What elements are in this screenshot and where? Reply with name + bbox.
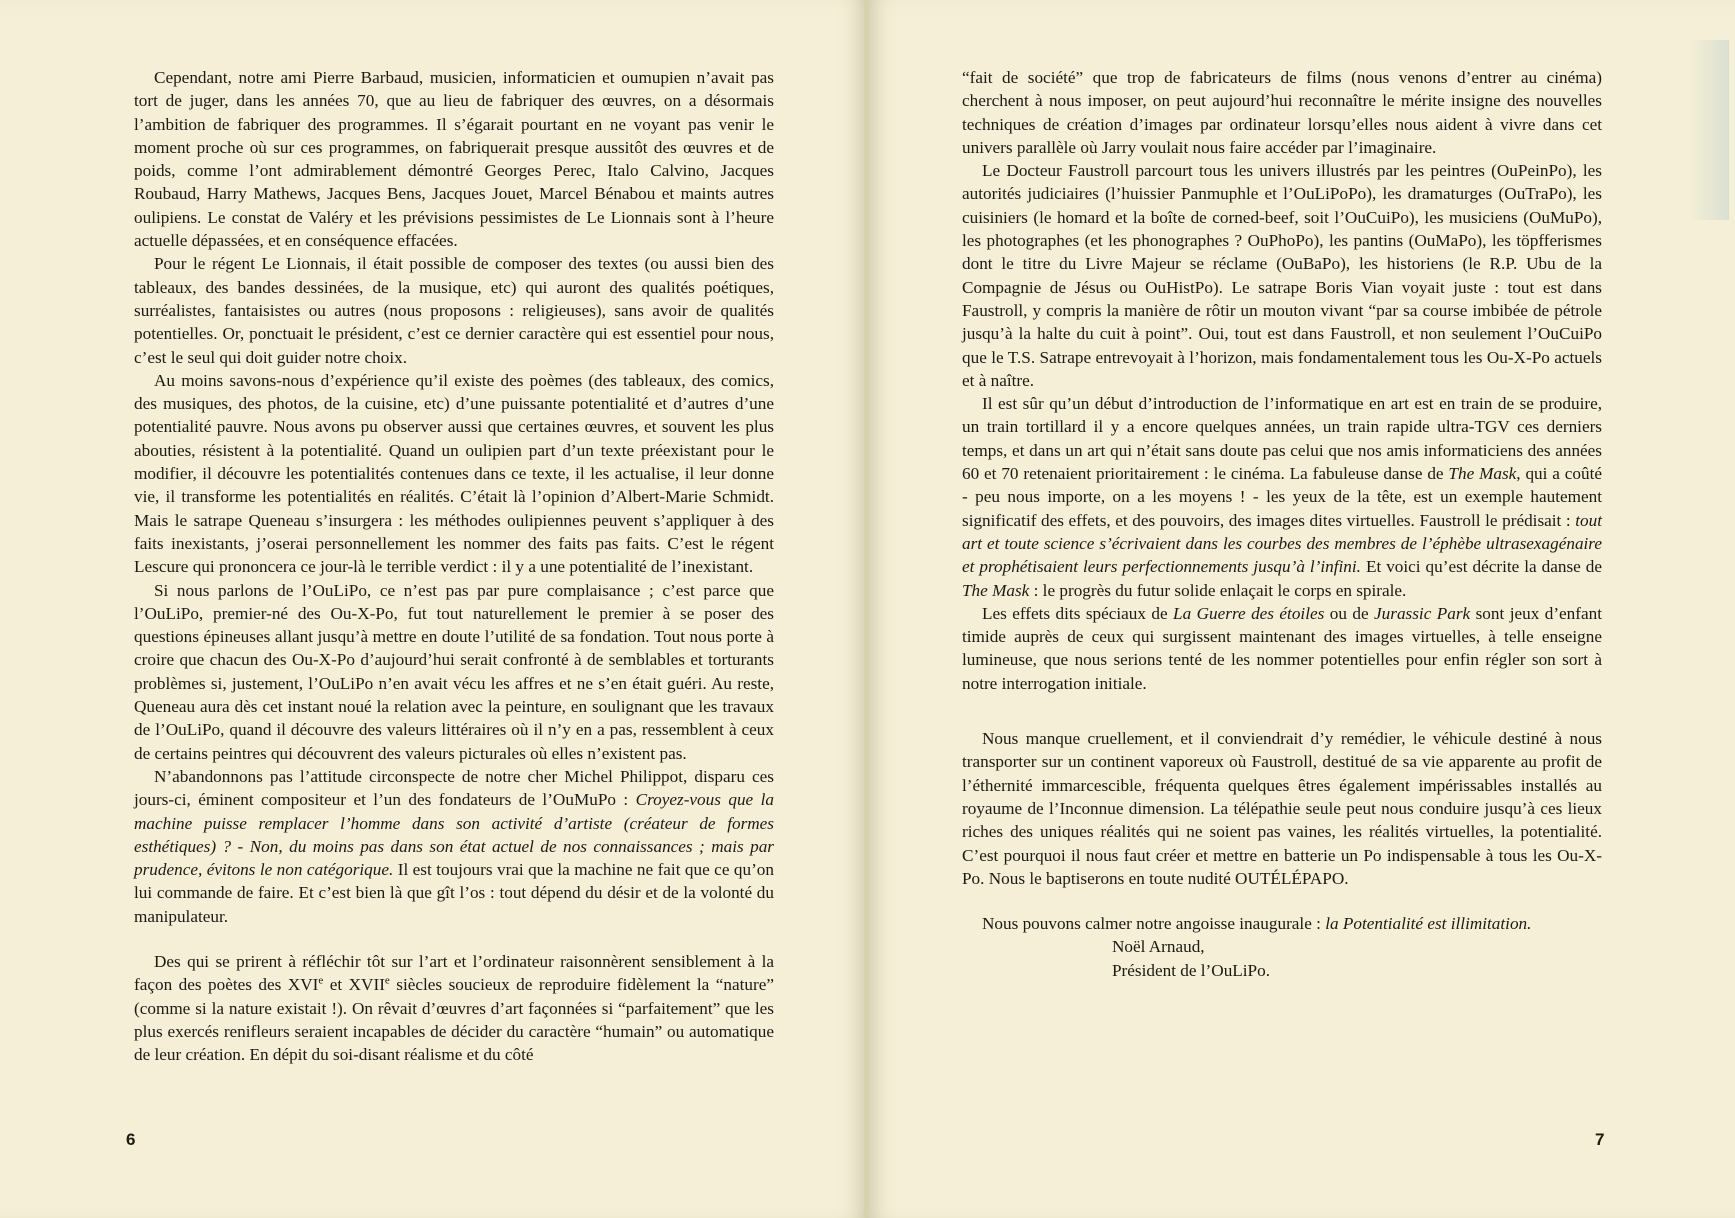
right-text-column [962,66,1602,982]
left-page [0,0,866,1218]
signature-title: Président de l’OuLiPo. [1112,960,1271,980]
left-text-column [134,66,774,1066]
paragraph: N’abandonnons pas l’attitude circonspecte de notre cher Michel Philippot, disparu ces jours-ci, éminent compositeur et l’un des fondateurs de l’OuMuPo : Croyez-vous que la machine puisse remplacer l’homme dans son activité d’artiste (créateur de formes esthétiques) ? - Non, du moins pas dans son état actuel de nos connaissances ; mais par prudence, évitons le non catégorique. Il est toujours vrai que la machine ne fait que ce qu’on lui commande de faire. Et c’est bien là que gît l’os : tout dépend du désir et de la volonté du manipulateur. [134,766,774,926]
paragraph: Au moins savons-nous d’expérience qu’il existe des poèmes (des tableaux, des comics, des musiques, des photos, de la cuisine, etc) d’une puissante potentialité et d’autres d’une potentialité pauvre. Nous avons pu observer aussi que certaines œuvres, et souvent les plus abouties, résistent à la potentialité. Quand un oulipien part d’un texte préexistant pour le modifier, il découvre les potentialités contenues dans ce texte, il les actualise, il leur donne vie, il transforme les potentialités en réalités. C’était là l’opinion d’Albert-Marie Schmidt. Mais le satrape Queneau s’insurgera : les méthodes oulipiennes peuvent s’appliquer à des faits inexistants, j’oserai personnellement les nommer des faits pas faits. C’est le régent Lescure qui prononcera ce jour-là le terrible verdict : il y a une potentialité de l’inexistant. [134,370,774,577]
paragraph: “fait de société” que trop de fabricateurs de films (nous venons d’entrer au cinéma) cherchent à nous imposer, on peut aujourd’hui reconnaître le mérite insigne des nouvelles techniques de création d’images par ordinateur lorsqu’elles nous aident à vivre dans cet univers parallèle où Jarry voulait nous faire accéder par l’imaginaire. [962,68,1602,157]
paragraph: Les effets dits spéciaux de La Guerre des étoiles ou de Jurassic Park sont jeux d’enfant timide auprès de ceux qui surgissent maintenant des images virtuelles, à telle enseigne lumineuse, que nous serions tenté de les nommer potentielles pour enfin régler son sort à notre interrogation initiale. [962,603,1602,693]
right-page [868,0,1735,1218]
paragraph: Nous pouvons calmer notre angoisse inaugurale : la Potentialité est illimitation. [982,914,1532,934]
page-number: 7 [1595,1130,1605,1149]
paragraph: Le Docteur Faustroll parcourt tous les univers illustrés par les peintres (OuPeinPo), les autorités judiciaires (l’huissier Panmuphle et l’OuLiPoPo), les dramaturges (OuTraPo), les cuisiniers (le homard et la boîte de corned-beef, soit l’OuCuiPo), les musiciens (OuMuPo), les photographes (et les phonographes ? OuPhoPo), les pantins (OuMaPo), les töpfferismes dont le titre du Livre Majeur se réclame (OuBaPo), les historiens (le R.P. Ubu de la Compagnie de Jésus ou OuHistPo). Le satrape Boris Vian voyait juste : tout est dans Faustroll, y compris la manière de rôtir un mouton vivant “par sa course imbibée de pétrole jusqu’à la halte du cuit à point”. Oui, tout est dans Faustroll, et non seulement l’OuCuiPo que le T.S. Satrape entrevoyait à l’horizon, mais fondamentalement tous les Ou-X-Po actuels et à naître. [962,161,1602,390]
quote-italic: tout art et toute science s’écrivaient dans les courbes des membres de l’éphèbe ultrasexagénaire et prophétisaient leurs perfectionnements jusqu’à l’infini. [962,510,1602,577]
paragraph: Si nous parlons de l’OuLiPo, ce n’est pas par pure complaisance ; c’est parce que l’OuLiPo, premier-né des Ou-X-Po, fut tout naturellement le premier à se poser des questions épineuses allant jusqu’à mettre en doute l’utilité de sa fondation. Tout nous porte à croire que chacun des Ou-X-Po d’aujourd’hui serait confronté à de semblables et torturants problèmes si, justement, l’OuLiPo n’en avait vécu les affres et ne s’en était guéri. Au reste, Queneau aura dès cet instant noué la relation avec la peinture, en soulignant que les travaux de l’OuLiPo, quand il découvre des valeurs littéraires où il n’y en a pas, ressemblent à ceux de certains peintres qui découvrent des valeurs picturales où elles n’existent pas. [134,580,774,763]
signature-name: Noël Arnaud, [1112,937,1205,957]
signature [962,935,1602,982]
bleed-through-mark [1689,40,1729,220]
paragraph: Il est sûr qu’un début d’introduction de l’informatique en art est en train de se produire, un train tortillard il y a encore quelques années, un train rapide ultra-TGV ces derniers temps, et dans un art qui n’était sans doute pas celui que nos amis informaticiens des années 60 et 70 retenaient prioritairement : le cinéma. La fabuleuse danse de The Mask, qui a coûté - peu nous importe, on a les moyens ! - les yeux de la tête, est un exemple hautement significatif des effets, et des pouvoirs, des images dites virtuelles. Faustroll le prédisait : tout art et toute science s’écrivaient dans les courbes des membres de l’éphèbe ultrasexagénaire et prophétisaient leurs perfectionnements jusqu’à l’infini. Et voici qu’est décrite la danse de The Mask : le progrès du futur solide enlaçait le corps en spirale. [962,394,1602,600]
page-number: 6 [126,1130,136,1149]
paragraph: Nous manque cruellement, et il conviendrait d’y remédier, le véhicule destiné à nous transporter sur un continent vaporeux où Faustroll, destitué de sa vie apparente au profit de l’éthernité immarcescible, fréquenta quelques êtres également impérissables installés au royaume de l’Inconnue dimension. La télépathie seule peut nous conduire jusqu’à ces lieux riches des uniques réalités qui ne soient pas vaines, les réalités virtuelles, la potentialité. C’est pourquoi il nous faut créer et mettre en batterie un Po indispensable à tous les Ou-X-Po. Nous le baptiserons en toute nudité OUTÉLÉPAPO. [962,729,1602,888]
paragraph: Cependant, notre ami Pierre Barbaud, musicien, informaticien et oumupien n’avait pas tort de juger, dans les années 70, que au lieu de fabriquer des œuvres, on a désormais l’ambition de fabriquer des programmes. Il s’égarait pourtant en ne voyant pas venir le moment proche où sur ces programmes, on fabriquerait presque aussitôt des œuvres et de poids, comme l’ont admirablement démontré Georges Perec, Italo Calvino, Jacques Roubaud, Harry Mathews, Jacques Bens, Jacques Jouet, Marcel Bénabou et maints autres oulipiens. Le constat de Valéry et les prévisions pessimistes de Le Lionnais sont à l’heure actuelle dépassées, et en conséquence effacées. [134,68,774,251]
quote-italic: Croyez-vous que la machine puisse remplacer l’homme dans son activité d’artiste (créateur de formes esthétiques) ? - Non, du moins pas dans son état actuel de nos connaissances ; mais par prudence, évitons le non catégorique. [134,790,774,880]
paragraph: Pour le régent Le Lionnais, il était possible de composer des textes (ou aussi bien des tableaux, des bandes dessinées, de la musique, etc) qui auront des qualités poétiques, surréalistes, fantaisistes ou autres (nous proposons : religieuses), sans avoir de qualités potentielles. Or, ponctuait le président, c’est ce dernier caractère qui est essentiel pour nous, c’est le seul qui doit guider notre choix. [134,254,774,367]
paragraph: Des qui se prirent à réfléchir tôt sur l’art et l’ordinateur raisonnèrent sensiblement à la façon des poètes des XVIe et XVIIe siècles soucieux de reproduire fidèlement la “nature” (comme si la nature existait !). On rêvait d’œuvres d’art façonnées si “parfaitement” que les plus exercés renifleurs seraient incapables de décider du caractère “humain” ou automatique de leur création. En dépit du soi-disant réalisme et du côté [134,951,774,1065]
